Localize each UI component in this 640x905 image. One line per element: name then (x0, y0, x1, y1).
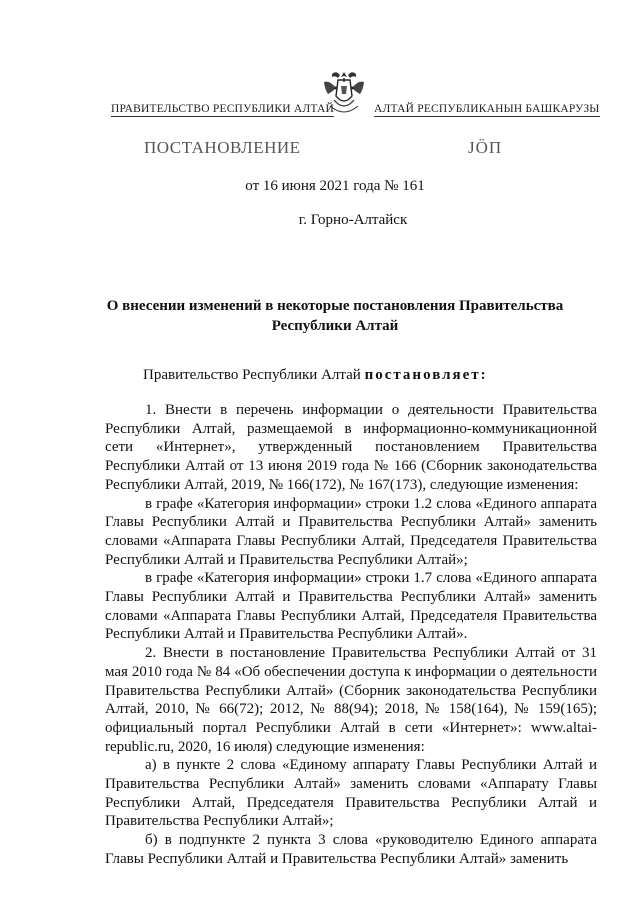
doc-date: от 16 июня 2021 года № 161 (245, 178, 425, 194)
resolution-intro (143, 367, 488, 384)
intro-bold: постановляет: (364, 367, 488, 383)
intro-prefix: Правительство Республики Алтай (143, 367, 365, 383)
doc-body (105, 401, 597, 869)
org-name-ru: ПРАВИТЕЛЬСТВО РЕСПУБЛИКИ АЛТАЙ (111, 103, 335, 115)
paragraph: 1. Внести в перечень информации о деятельности Правительства Республики Алтай, размещаемой в информационно-коммуникационной сети «Интернет», утвержденный постановлением Правительства Республики Алтай от 13 июня 2019 года № 166 (Сборник законодательства Республики Алтай, 2019, № 166(172), № 167(173), следующие изменения: (105, 402, 597, 493)
org-name-alt: АЛТАЙ РЕСПУБЛИКАНЫН БАШКАРУЗЫ (374, 103, 600, 115)
paragraph: а) в пункте 2 слова «Единому аппарату Главы Республики Алтай и Правительства Республики Алтай» заменить словами «Аппарату Главы Республики Алтай, Председателя Правительства Республики Алтай и Правительства Республики Алтай»; (105, 757, 597, 830)
doc-type-ru: ПОСТАНОВЛЕНИЕ (144, 138, 301, 157)
paragraph: б) в подпункте 2 пункта 3 слова «руководителю Единого аппарата Главы Республики Алтай и Правительства Республики Алтай» заменить (105, 832, 597, 867)
paragraph: 2. Внести в постановление Правительства Республики Алтай от 31 мая 2010 года № 84 «Об обеспечении доступа к информации о деятельности Правительства Республики Алтай» (Сборник законодательства Республики Алтай, 2010, № 66(72); 2012, № 88(94); 2018, № 158(164), № 159(165); официальный портал Республики Алтай в сети «Интернет»: www.altai-republic.ru, 2020, 16 июля) следующие изменения: (105, 645, 597, 755)
doc-title: О внесении изменений в некоторые постановления Правительства Республики Алтай (106, 298, 564, 334)
paragraph: в графе «Категория информации» строки 1.2 слова «Единого аппарата Главы Республики Алтай и Правительства Республики Алтай» заменить словами «Аппарата Главы Республики Алтай, Председателя Правительства Республики Алтай и Правительства Республики Алтай»; (105, 495, 597, 568)
doc-type-alt: ЈӦП (468, 138, 503, 157)
doc-city: г. Горно-Алтайск (298, 212, 408, 228)
paragraph: в графе «Категория информации» строки 1.7 слова «Единого аппарата Главы Республики Алтай и Правительства Республики Алтай» заменить словами «Аппарата Главы Республики Алтай, Председателя Правительства Республики Алтай и Правительства Республики Алтай». (105, 570, 597, 643)
